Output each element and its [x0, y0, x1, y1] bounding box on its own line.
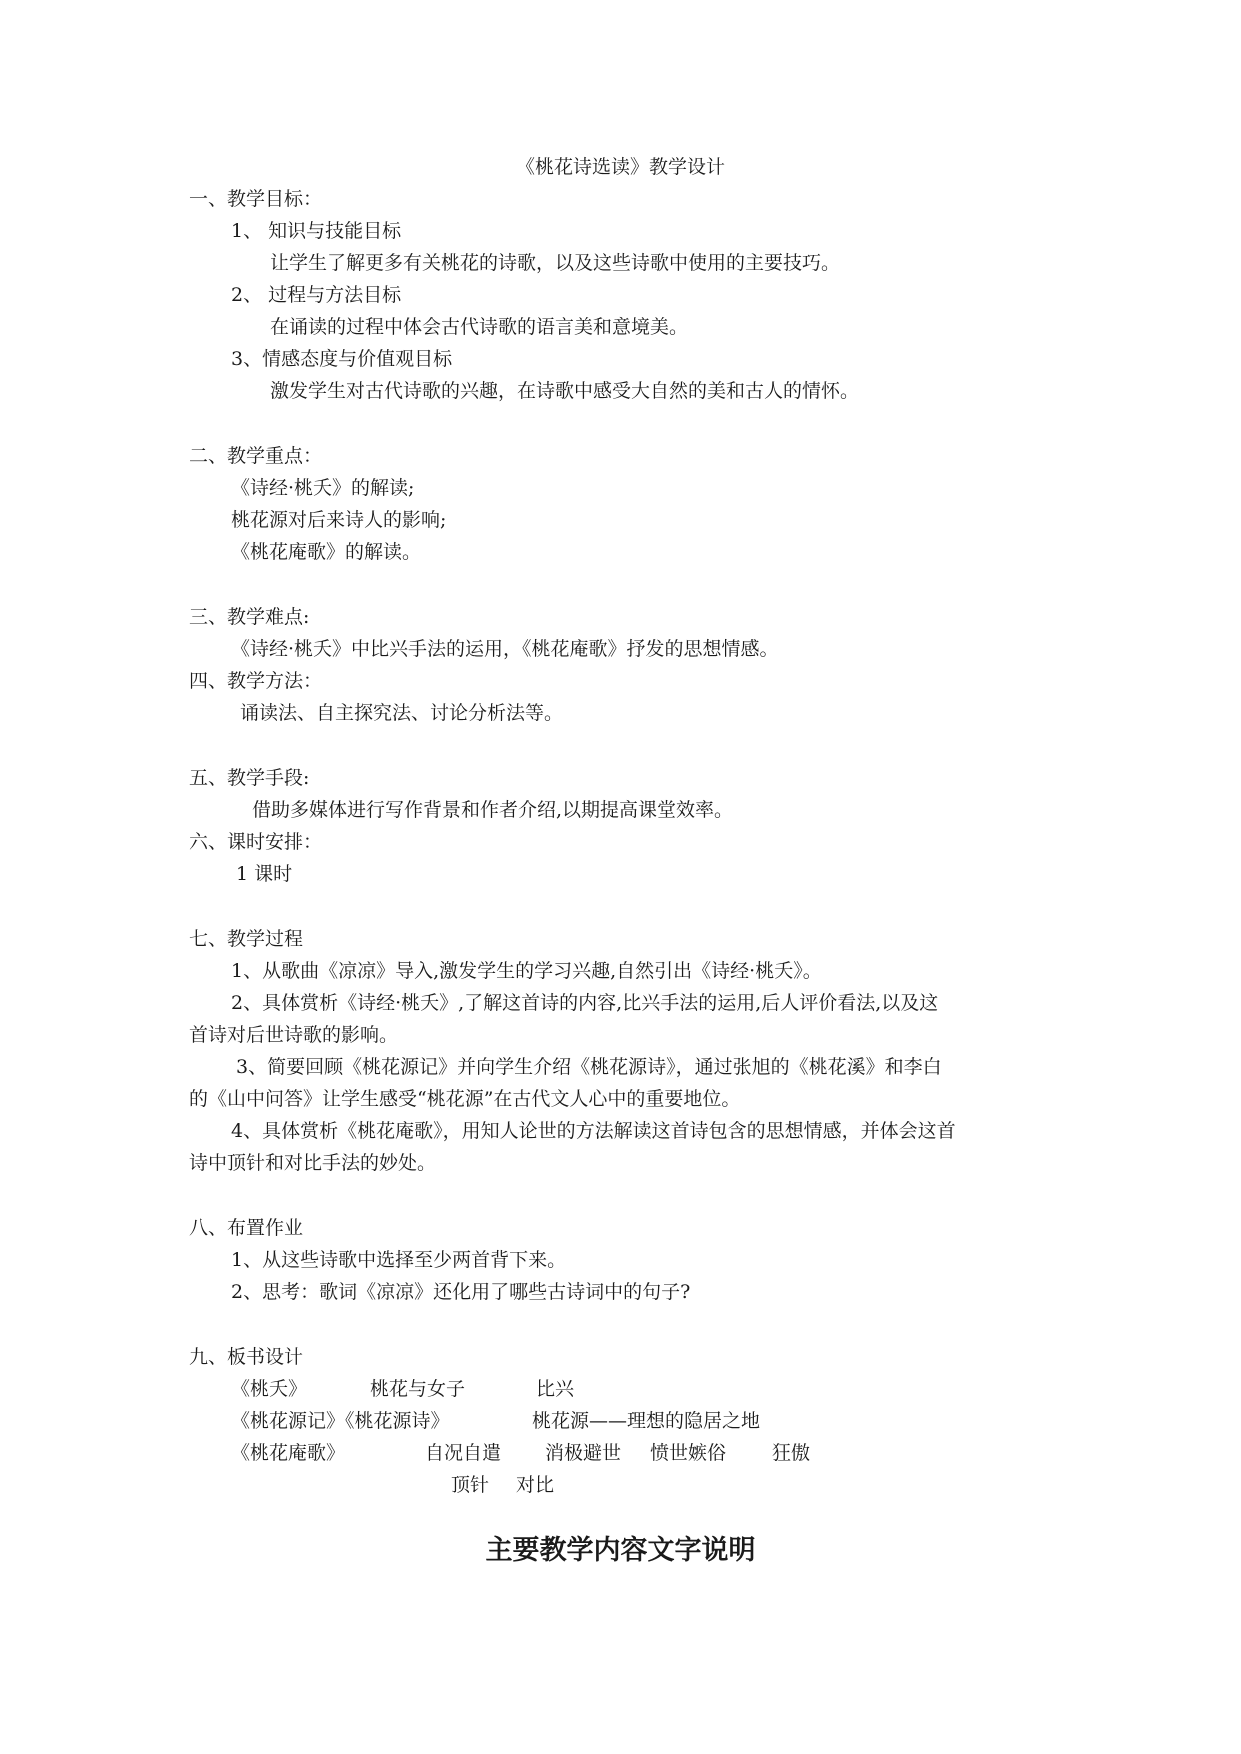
key-point-2: 桃花源对后来诗人的影响; [231, 509, 447, 531]
objective-3-text: 激发学生对古代诗歌的兴趣，在诗歌中感受大自然的美和古人的情怀。 [270, 380, 860, 402]
objective-1-heading: 1、 知识与技能目标 [231, 220, 402, 242]
process-step-4a: 4、具体赏析《桃花庵歌》，用知人论世的方法解读这首诗包含的思想情感，并体会这首 [231, 1120, 956, 1142]
process-step-1: 1、从歌曲《凉凉》导入,激发学生的学习兴趣,自然引出《诗经·桃夭》。 [231, 960, 822, 982]
board-row3-item4: 狂傲 [772, 1442, 811, 1464]
homework-1: 1、从这些诗歌中选择至少两首背下来。 [231, 1249, 567, 1271]
process-step-4b: 诗中顶针和对比手法的妙处。 [189, 1152, 437, 1174]
board-row3-item1: 自况自遣 [425, 1442, 502, 1464]
section-3-heading: 三、教学难点: [189, 606, 310, 628]
document-title: 《桃花诗选读》教学设计 [515, 156, 725, 178]
main-content-title: 主要教学内容文字说明 [485, 1535, 756, 1566]
section-2-heading: 二、教学重点： [189, 445, 323, 467]
homework-2: 2、思考：歌词《凉凉》还化用了哪些古诗词中的句子? [231, 1281, 691, 1303]
key-point-1: 《诗经·桃夭》的解读; [231, 477, 415, 499]
key-point-3: 《桃花庵歌》的解读。 [231, 541, 422, 563]
board-row1-technique: 比兴 [536, 1378, 575, 1400]
board-row4-item2: 对比 [516, 1474, 555, 1496]
section-6-heading: 六、课时安排： [189, 831, 323, 853]
board-row2-work: 《桃花源记》《桃花源诗》 [231, 1410, 450, 1432]
difficulty-1: 《诗经·桃夭》中比兴手法的运用，《桃花庵歌》抒发的思想情感。 [231, 638, 779, 660]
board-row2-theme: 桃花源——理想的隐居之地 [532, 1410, 761, 1432]
section-5-heading: 五、教学手段: [189, 767, 310, 789]
schedule-1: 1 课时 [236, 863, 293, 885]
process-step-3b: 的《山中问答》让学生感受“桃花源”在古代文人心中的重要地位。 [189, 1088, 741, 1110]
board-row3-item2: 消极避世 [545, 1442, 622, 1464]
board-row1-work: 《桃夭》 [231, 1378, 308, 1400]
section-9-heading: 九、板书设计 [189, 1346, 304, 1368]
objective-2-text: 在诵读的过程中体会古代诗歌的语言美和意境美。 [270, 316, 689, 338]
method-1: 诵读法、自主探究法、讨论分析法等。 [240, 702, 564, 724]
means-1: 借助多媒体进行写作背景和作者介绍,以期提高课堂效率。 [252, 799, 734, 821]
section-4-heading: 四、教学方法： [189, 670, 323, 692]
section-8-heading: 八、布置作业 [189, 1217, 304, 1239]
board-row1-theme: 桃花与女子 [370, 1378, 466, 1400]
objective-2-heading: 2、 过程与方法目标 [231, 284, 402, 306]
process-step-2a: 2、具体赏析《诗经·桃夭》,了解这首诗的内容,比兴手法的运用,后人评价看法,以及这 [231, 992, 939, 1014]
section-1-heading: 一、教学目标： [189, 188, 323, 210]
process-step-2b: 首诗对后世诗歌的影响。 [189, 1024, 399, 1046]
objective-3-heading: 3、情感态度与价值观目标 [231, 348, 453, 370]
section-7-heading: 七、教学过程 [189, 928, 304, 950]
board-row3-work: 《桃花庵歌》 [231, 1442, 346, 1464]
process-step-3a: 3、简要回顾《桃花源记》并向学生介绍《桃花源诗》，通过张旭的《桃花溪》和李白 [236, 1056, 942, 1078]
board-row4-item1: 顶针 [451, 1474, 490, 1496]
board-row3-item3: 愤世嫉俗 [650, 1442, 727, 1464]
objective-1-text: 让学生了解更多有关桃花的诗歌，以及这些诗歌中使用的主要技巧。 [270, 252, 841, 274]
